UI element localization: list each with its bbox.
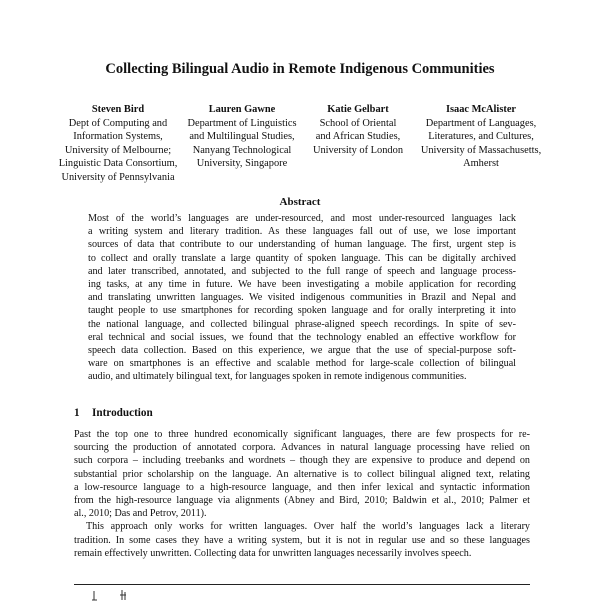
body-line: a low-resource language to a high-resource language, and then infer lexical and syntactic information: [74, 481, 530, 493]
abstract-line: speech data collection. Based on this experience, we argue that the use of special-purpose soft-: [88, 345, 516, 357]
author-isaac-mcalister: [412, 103, 550, 171]
author-katie-gelbart: [304, 103, 412, 157]
body-line: al., 2010; Das and Petrov, 2011).: [74, 508, 207, 520]
footnote-rule: [74, 584, 530, 585]
affiliation-line: University of Massachusetts,: [420, 144, 542, 156]
abstract-line: the national language, and collected bilingual phrase-aligned speech recordings. In spite of sev-: [88, 318, 516, 330]
affiliation-line: Nanyang Technological: [192, 144, 292, 156]
body-line: remain effectively unwritten. Collecting data for unwritten languages necessarily involves speech.: [74, 547, 472, 559]
affiliation-line: Literatures, and Cultures,: [428, 131, 534, 142]
abstract-line: sources of data that contribute to our understanding of human language. The first, urgent step is: [88, 239, 516, 251]
affiliation-line: University of London: [312, 144, 404, 156]
affiliation-line: Linguistic Data Consortium,: [58, 158, 178, 169]
author-name: Lauren Gawne: [208, 104, 276, 115]
author-steven-bird: [48, 103, 188, 184]
affiliation-line: Department of Languages,: [425, 117, 537, 129]
affiliation-line: University of Melbourne;: [64, 144, 172, 156]
body-line: substantial prior scholarship on the language. An alternative is to collect bilingual aligned text, relating: [74, 468, 530, 480]
abstract-line: ing tasks, at any time in future. We have been investigating a mobile application for recording: [88, 279, 516, 291]
footnote-marker-glyphs: [90, 589, 150, 601]
affiliation-line: Department of Linguistics: [187, 117, 297, 129]
abstract-line: and later transcribed, annotated, and subjected to the full range of speech and language process-: [88, 265, 516, 277]
affiliation-line: and Multilingual Studies,: [189, 131, 295, 142]
body-line: Past the top one to three hundred economically significant languages, there are few prospects for re-: [74, 429, 530, 440]
abstract-line: audio, and ultimately bilingual text, for languages spoken in remote indigenous communities.: [88, 371, 467, 383]
affiliation-line: Dept of Computing and: [68, 117, 168, 129]
body-line: tradition. In some cases they have a writing system, but it is not in regular use and so these languages: [74, 534, 530, 546]
abstract-line: and translating unwritten languages. We visited indigenous communities in Brazil and Nepal and: [88, 292, 516, 304]
body-line: This approach only works for written languages. Over half the world’s languages lack a literary: [86, 521, 530, 533]
affiliation-line: Information Systems,: [73, 131, 163, 142]
affiliation-line: Amherst: [463, 158, 499, 169]
body-line: sourcing the production of annotated corpora. Advances in natural language processing have relied on: [74, 442, 530, 454]
introduction-body: [74, 428, 530, 560]
abstract-line: taught people to use smartphones for recording spoken language and for orally interpreting it into: [88, 305, 516, 317]
author-block: [58, 103, 558, 193]
author-name: Katie Gelbart: [327, 104, 389, 115]
affiliation-line: and African Studies,: [315, 131, 401, 142]
author-name: Steven Bird: [91, 104, 145, 115]
abstract-body: [88, 212, 516, 384]
affiliation-line: University of Pennsylvania: [61, 171, 175, 183]
abstract-line: a writing system and literary tradition. As these languages fall out of use, we lose important: [88, 226, 516, 238]
section-number: 1: [74, 407, 80, 419]
abstract-line: eral technical and social issues, we found that the technology enabled an effective workflow for: [88, 331, 516, 343]
abstract-line: to collect and orally translate a large quantity of spoken language. This can be digitally archived: [88, 252, 516, 264]
abstract-heading: Abstract: [279, 196, 321, 208]
body-line: from the high-resource language via alignments (Abney and Bird, 2010; Baldwin et al., 2010; Palmer et: [74, 495, 530, 507]
abstract-line: Most of the world’s languages are under-resourced, and most under-resourced languages lack: [88, 213, 516, 224]
abstract-line: ware on smartphones is an effective and scalable method for large-scale collection of bilingual: [88, 358, 516, 370]
section-title: Introduction: [92, 407, 153, 419]
affiliation-line: School of Oriental: [319, 117, 397, 129]
author-name: Isaac McAlister: [445, 104, 517, 115]
section-heading-introduction: [74, 406, 153, 420]
author-lauren-gawne: [178, 103, 306, 171]
paper-title: Collecting Bilingual Audio in Remote Indigenous Communities: [105, 61, 495, 77]
body-line: such corpora – including treebanks and wordnets – though they are expensive to produce and depend on: [74, 455, 530, 467]
affiliation-line: University, Singapore: [196, 158, 288, 169]
